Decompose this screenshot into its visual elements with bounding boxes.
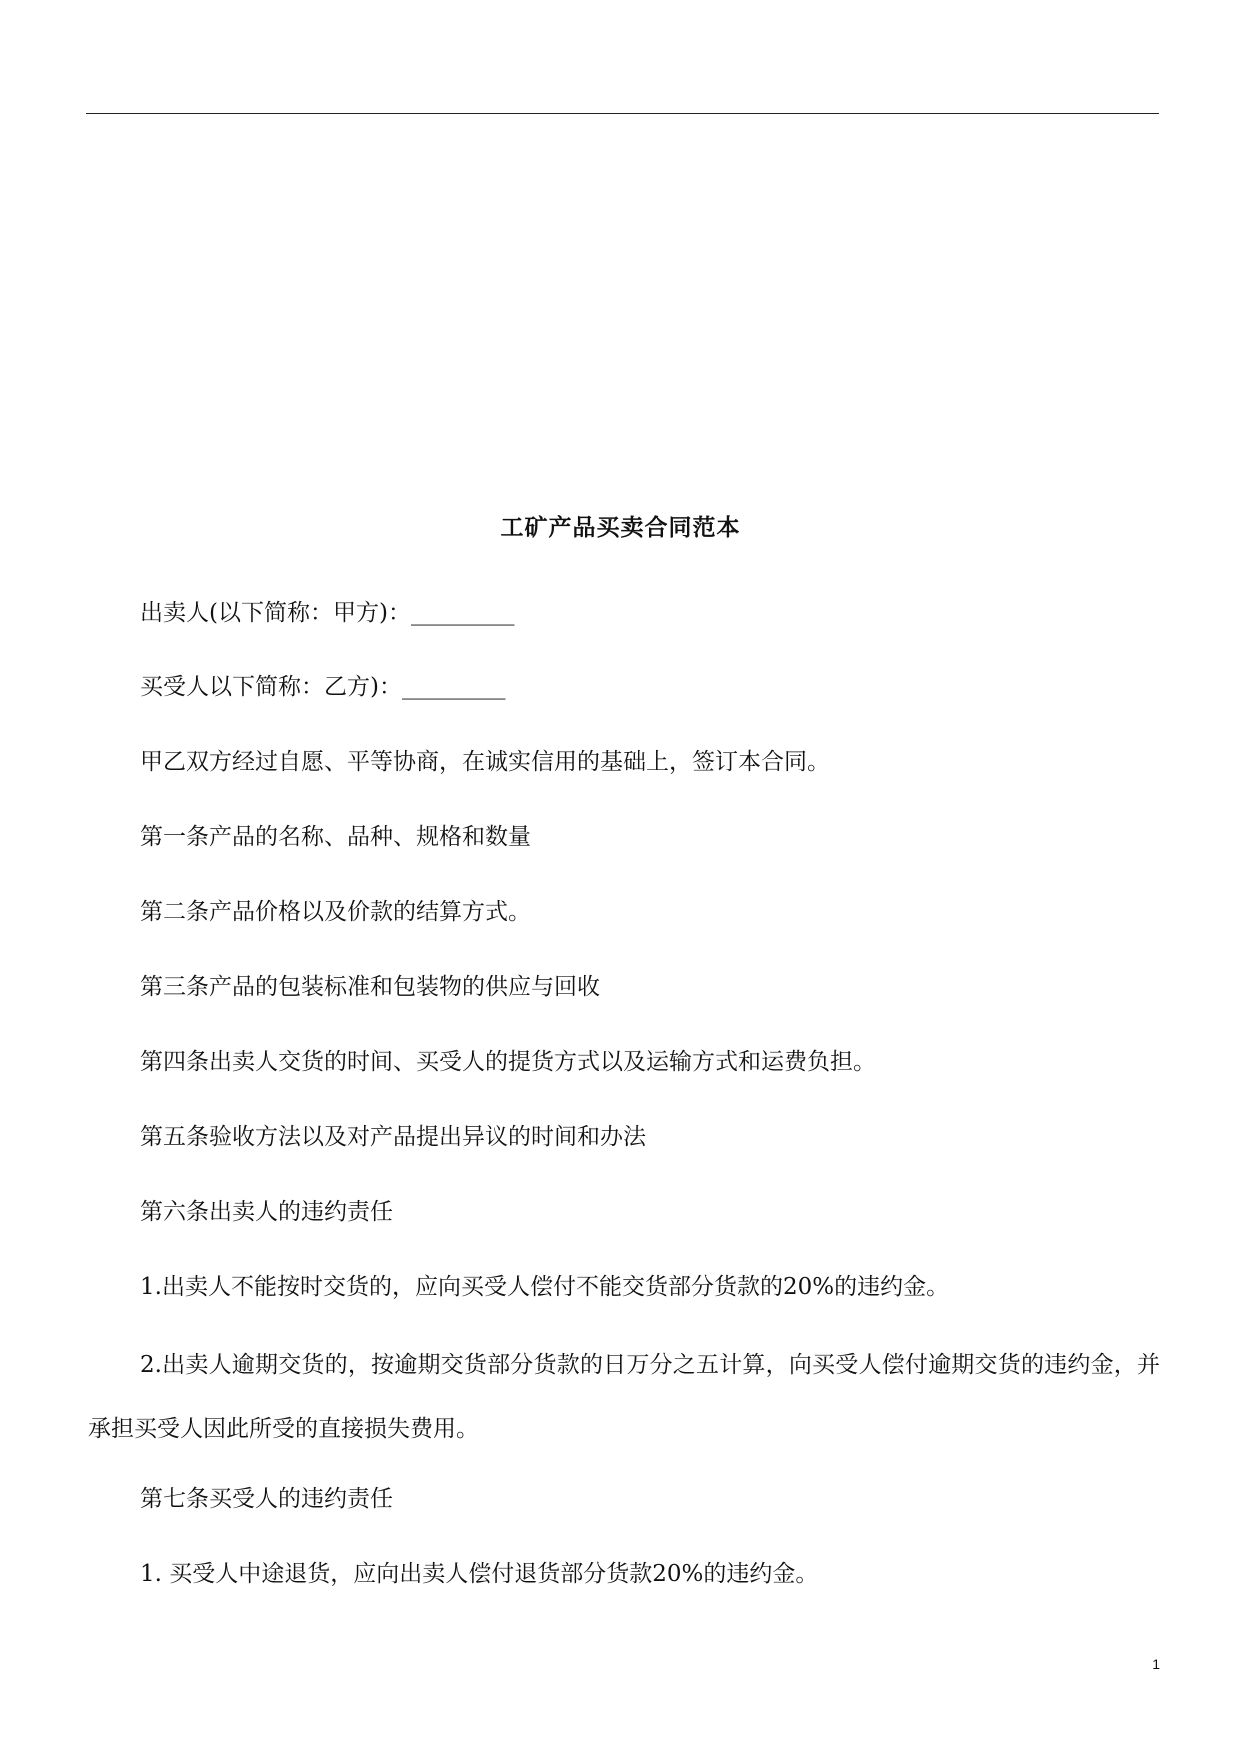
preamble: 甲乙双方经过自愿、平等协商，在诚实信用的基础上，签订本合同。 — [140, 749, 830, 775]
buyer-line: 买受人以下简称：乙方)：_________ — [140, 674, 506, 700]
article-7-clause-1: 1. 买受人中途退货，应向出卖人偿付退货部分货款20%的违约金。 — [140, 1561, 819, 1587]
page-number: 1 — [1152, 1656, 1160, 1672]
article-3: 第三条产品的包装标准和包装物的供应与回收 — [140, 974, 600, 1000]
article-2: 第二条产品价格以及价款的结算方式。 — [140, 899, 531, 925]
article-7: 第七条买受人的违约责任 — [140, 1486, 393, 1512]
article-6-clause-1: 1.出卖人不能按时交货的，应向买受人偿付不能交货部分货款的20%的违约金。 — [140, 1274, 950, 1300]
article-5: 第五条验收方法以及对产品提出异议的时间和办法 — [140, 1124, 646, 1150]
article-6: 第六条出卖人的违约责任 — [140, 1199, 393, 1225]
article-4: 第四条出卖人交货的时间、买受人的提货方式以及运输方式和运费负担。 — [140, 1049, 876, 1075]
document-title: 工矿产品买卖合同范本 — [500, 514, 741, 541]
seller-line: 出卖人(以下简称：甲方)：_________ — [140, 600, 515, 626]
header-rule — [86, 113, 1159, 114]
article-1: 第一条产品的名称、品种、规格和数量 — [140, 824, 531, 850]
article-6-clause-2: 2.出卖人逾期交货的，按逾期交货部分货款的日万分之五计算，向买受人偿付逾期交货的违约金，并承担买受人因此所受的直接损失费用。 — [88, 1352, 1160, 1442]
